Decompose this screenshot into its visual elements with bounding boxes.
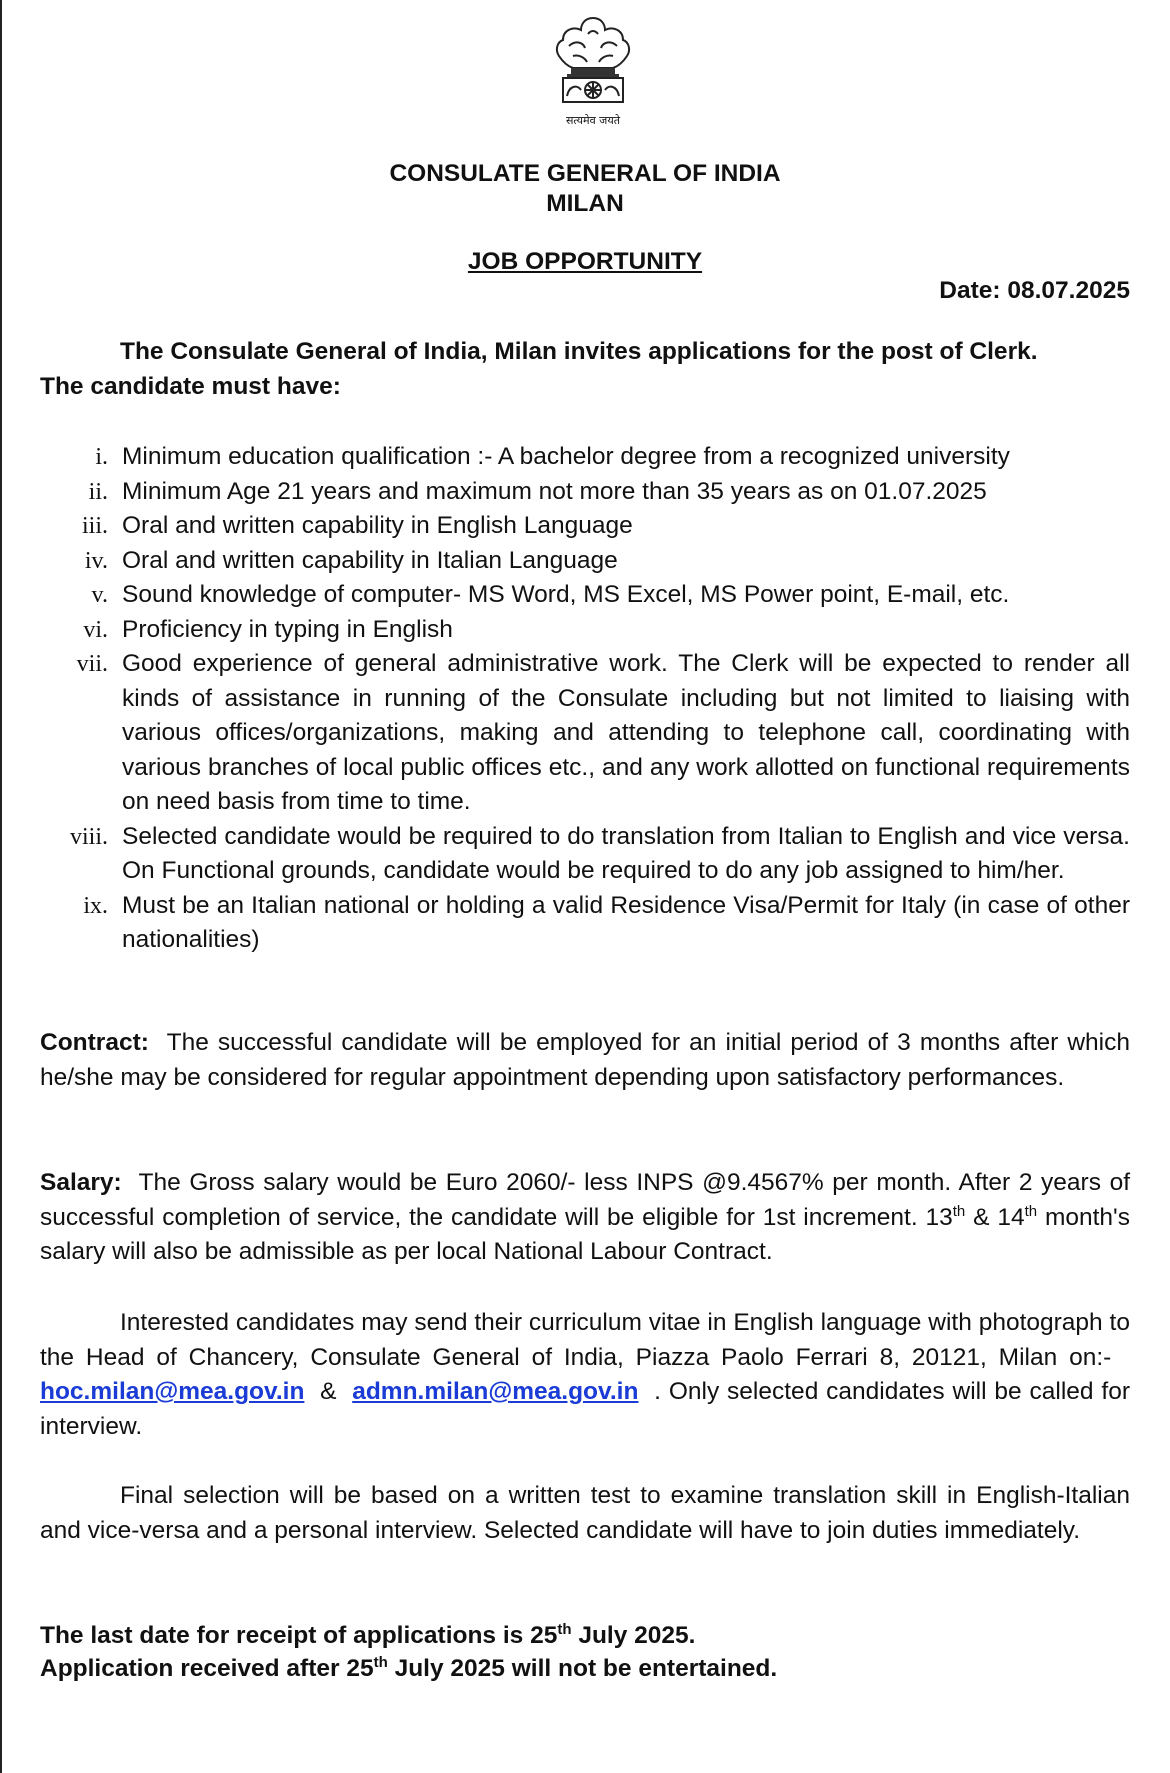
list-item-number: vii.	[76, 651, 108, 677]
email-separator: &	[320, 1378, 337, 1405]
deadline-line-1	[40, 1619, 1130, 1652]
list-item	[40, 544, 1130, 579]
emblem-motto: सत्यमेव जयते	[565, 114, 620, 127]
intro-paragraph	[40, 334, 1130, 404]
list-item	[40, 509, 1130, 544]
salary-text-a: The Gross salary would be Euro 2060/- less INPS @9.4567% per month. After 2 years of successful completion of service, the candidate will be eligible for 1st increment. 13	[40, 1169, 1131, 1231]
deadline-line-2	[40, 1652, 1130, 1685]
list-item-number: vi.	[83, 616, 108, 643]
list-item	[40, 889, 1130, 958]
list-item-number: iii.	[81, 513, 108, 539]
list-item-number: ii.	[88, 478, 108, 505]
list-item	[40, 578, 1130, 613]
list-item-text: Proficiency in typing in English	[122, 615, 453, 643]
list-item-number: v.	[91, 582, 108, 608]
contract-text: The successful candidate will be employed for an initial period of 3 months after which he/she may be considered for regular appointment depending upon satisfactory performances.	[40, 1029, 1130, 1091]
intro-line-1: The Consulate General of India, Milan invites applications for the post of Clerk.	[120, 338, 1038, 365]
page-title-text: JOB OPPORTUNITY	[467, 248, 703, 275]
application-paragraph	[40, 1306, 1130, 1444]
list-item	[40, 440, 1130, 475]
notice-date: Date: 08.07.2025	[939, 277, 1130, 304]
requirements-list	[40, 440, 1130, 958]
list-item-text: Minimum Age 21 years and maximum not more than 35 years as on 01.07.2025	[122, 477, 987, 505]
salary-sup-1: th	[952, 1202, 966, 1220]
email-link-hoc[interactable]: hoc.milan@mea.gov.in	[40, 1378, 305, 1405]
application-text-a: Interested candidates may send their curriculum vitae in English language with photograph to the Head of Chancery, Consulate General of India, Piazza Paolo Ferrari 8, 20121, Milan on:-	[40, 1309, 1130, 1371]
list-item-text: Selected candidate would be required to do translation from Italian to English and vice versa. On Functional grounds, candidate would be required to do any job assigned to him/her.	[122, 822, 1130, 884]
application-text-b: . Only selected candidates will be called for interview.	[40, 1378, 1131, 1440]
salary-sup-2: th	[1024, 1202, 1038, 1220]
deadline-line-2-sup: th	[373, 1653, 388, 1671]
list-item-text: Minimum education qualification :- A bachelor degree from a recognized university	[122, 443, 1010, 470]
list-item	[40, 647, 1130, 820]
contract-label: Contract:	[40, 1029, 149, 1056]
salary-text-b: & 14	[973, 1203, 1025, 1231]
email-link-admn[interactable]: admn.milan@mea.gov.in	[352, 1378, 639, 1405]
org-city: MILAN	[546, 190, 624, 217]
list-item	[40, 820, 1130, 889]
selection-text: Final selection will be based on a written test to examine translation skill in English-Italian and vice-versa and a personal interview. Selected candidate will have to join duties immediately.	[40, 1482, 1130, 1544]
deadline-line-1-text: The last date for receipt of applications is 25	[40, 1622, 558, 1649]
list-item-text: Good experience of general administrative work. The Clerk will be expected to render all kinds of assistance in running of the Consulate including but not limited to liaising with various offices/organizations, making and attending to telephone call, coordinating with various branches of local public offices etc., and any work allotted on functional requirements on need basis from time to time.	[122, 650, 1130, 815]
salary-label: Salary:	[40, 1169, 122, 1196]
contract-paragraph	[40, 1026, 1130, 1095]
deadline-notice	[40, 1619, 1130, 1685]
selection-paragraph	[40, 1479, 1130, 1548]
list-item-text: Oral and written capability in English Language	[122, 512, 633, 539]
salary-paragraph	[40, 1166, 1130, 1270]
list-item-number: ix.	[83, 892, 108, 919]
list-item-number: viii.	[69, 823, 108, 850]
list-item-number: i.	[95, 444, 108, 470]
list-item	[40, 613, 1130, 648]
deadline-line-2-text: Application received after 25	[40, 1655, 374, 1682]
list-item-number: iv.	[84, 547, 108, 574]
deadline-line-1-sup: th	[557, 1620, 572, 1638]
salary-text-c: month's salary will also be admissible as per local National Labour Contract.	[40, 1203, 1130, 1265]
list-item-text: Must be an Italian national or holding a valid Residence Visa/Permit for Italy (in case of other nationalities)	[122, 891, 1130, 953]
intro-line-2: The candidate must have:	[40, 373, 341, 400]
list-item-text: Oral and written capability in Italian Language	[122, 546, 618, 574]
org-name: CONSULATE GENERAL OF INDIA	[389, 160, 781, 187]
deadline-line-1-end: July 2025.	[578, 1622, 696, 1649]
list-item	[40, 475, 1130, 510]
deadline-line-2-end: July 2025 will not be entertained.	[394, 1655, 778, 1682]
list-item-text: Sound knowledge of computer- MS Word, MS Excel, MS Power point, E-mail, etc.	[122, 581, 1010, 608]
